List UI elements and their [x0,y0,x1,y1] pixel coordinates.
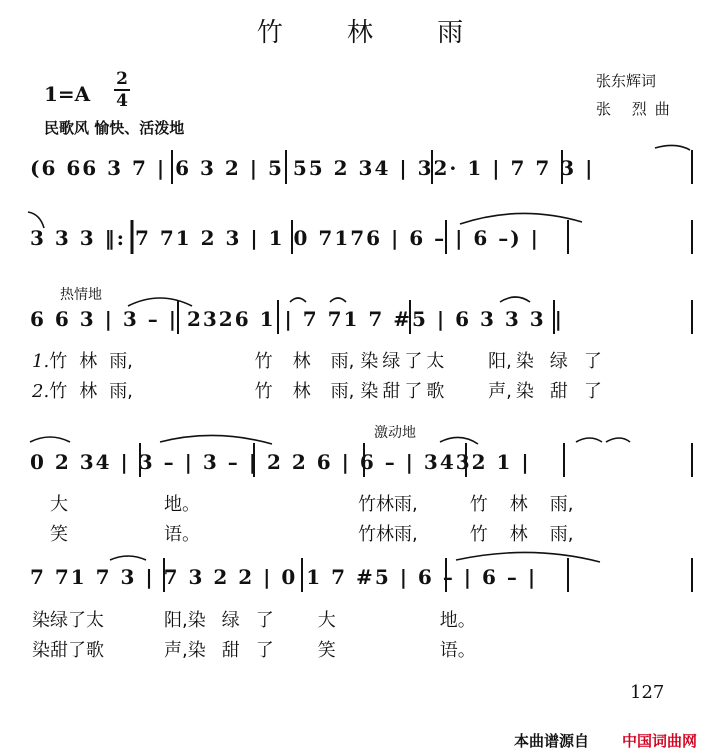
style-marking: 民歌风 愉快、活泼地 [44,119,185,137]
slur [160,435,272,444]
key-signature: 1=A [44,82,91,106]
slur [576,438,602,442]
slur [655,145,690,150]
music-system-4: 0 2 34 | 3 – | 3 – | 2 2 6 | 6 – | 3432 1 | [30,450,531,474]
slur [128,298,192,306]
lyricist-credit: 张东辉词 [596,72,657,90]
music-system-1: (6 66 3 7 | 6 3 2 | 5 55 2 34 | 32· 1 | 7 7 3 | [30,156,595,180]
slur [460,213,582,224]
slur [606,438,630,442]
source-site-link[interactable]: 中国词曲网 [622,732,698,750]
music-system-2: 3 3 3 ‖: 7 71 2 3 | 1 0 7176 | 6 – | 6 –) | [30,226,540,250]
composer-credit: 张 烈曲 [596,100,678,118]
slur [440,437,478,444]
slur [456,552,600,562]
time-signature-top: 2 [116,69,128,89]
time-signature-bottom: 4 [116,91,128,111]
source-label: 本曲谱源自 [514,732,590,750]
lyrics-verse-2-system-5: 染甜了歌 声,染 甜 了 笑 语。 [32,640,476,661]
music-system-5: 7 71 7 3 | 7 3 2 2 | 0 1 7 #5 | 6 – | 6 – | [30,565,538,589]
song-title: 竹 林 雨 [256,18,492,48]
tempo-mark-excited: 激动地 [374,425,416,441]
lyrics-verse-1-system-5: 染绿了太 阳,染 绿 了 大 地。 [32,610,476,631]
slur [330,298,346,302]
lyrics-verse-2-system-4: 笑 语。 竹林雨, 竹 林 雨, [50,524,574,545]
time-signature [114,70,130,110]
tempo-mark-enthusiastic: 热情地 [60,287,102,303]
page-number: 127 [630,682,665,703]
lyrics-verse-1-system-3: 1.竹 林 雨, 竹 林 雨, 染 绿 了 太 阳, 染 绿 了 [32,351,602,372]
slur [290,298,306,302]
lyrics-verse-2-system-3: 2.竹 林 雨, 竹 林 雨, 染 甜 了 歌 声, 染 甜 了 [32,381,602,402]
slur [30,437,70,442]
slur [110,556,146,560]
lyrics-verse-1-system-4: 大 地。 竹林雨, 竹 林 雨, [50,494,574,515]
slur [500,297,530,302]
music-system-3: 6 6 3 | 3 – | 2326 1 | 7 71 7 #5 | 6 3 3 3 | [30,307,564,331]
